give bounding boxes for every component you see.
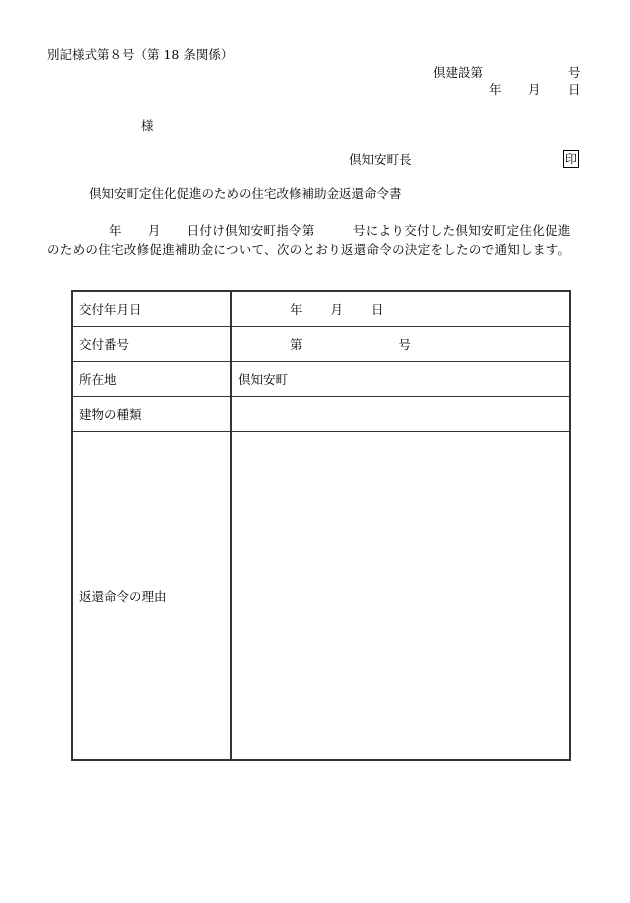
refund-reason-value <box>231 432 570 761</box>
issue-date-value <box>231 291 570 327</box>
document-number-suffix: 号 <box>568 65 581 80</box>
location-label: 所在地 <box>72 362 231 397</box>
location-value: 倶知安町 <box>231 362 570 397</box>
document-number-prefix: 倶建設第 <box>433 65 484 80</box>
table-row <box>72 327 570 362</box>
recipient-suffix: 様 <box>141 118 154 133</box>
issue-date-year: 年 <box>290 302 303 317</box>
issue-number-suffix: 号 <box>398 337 412 352</box>
document-number <box>433 67 483 80</box>
body-month: 月 <box>147 223 161 238</box>
table-row <box>72 291 570 327</box>
refund-reason-label: 返還命令の理由 <box>72 432 231 761</box>
refund-order-table <box>71 290 571 761</box>
body-year: 年 <box>109 223 122 238</box>
form-reference: 別記様式第８号（第 18 条関係） <box>47 47 234 62</box>
table-row <box>72 362 570 397</box>
issue-number-value <box>231 327 570 362</box>
building-type-value <box>231 397 570 432</box>
body-text: 日付け倶知安町指令第 号により交付した倶知安町定住化促進のための住宅改修促進補助金について、次のとおり返還命令の決定をしたので通知します。 <box>47 223 571 257</box>
issue-number-prefix: 第 <box>290 337 303 352</box>
table-row <box>72 397 570 432</box>
issue-month: 月 <box>528 82 541 97</box>
seal-box: 印 <box>565 152 578 166</box>
building-type-label: 建物の種類 <box>72 397 231 432</box>
document-title: 倶知安町定住化促進のための住宅改修補助金返還命令書 <box>89 186 402 201</box>
table-row <box>72 432 570 761</box>
issue-date-day: 日 <box>371 302 384 317</box>
issue-year: 年 <box>489 82 502 97</box>
issuer-title: 倶知安町長 <box>349 152 412 167</box>
seal-mark <box>563 150 579 168</box>
issue-day: 日 <box>568 82 581 97</box>
issue-number-label: 交付番号 <box>72 327 231 362</box>
issue-date-month: 月 <box>330 302 344 317</box>
body-paragraph <box>47 221 583 259</box>
issue-date-label: 交付年月日 <box>72 291 231 327</box>
